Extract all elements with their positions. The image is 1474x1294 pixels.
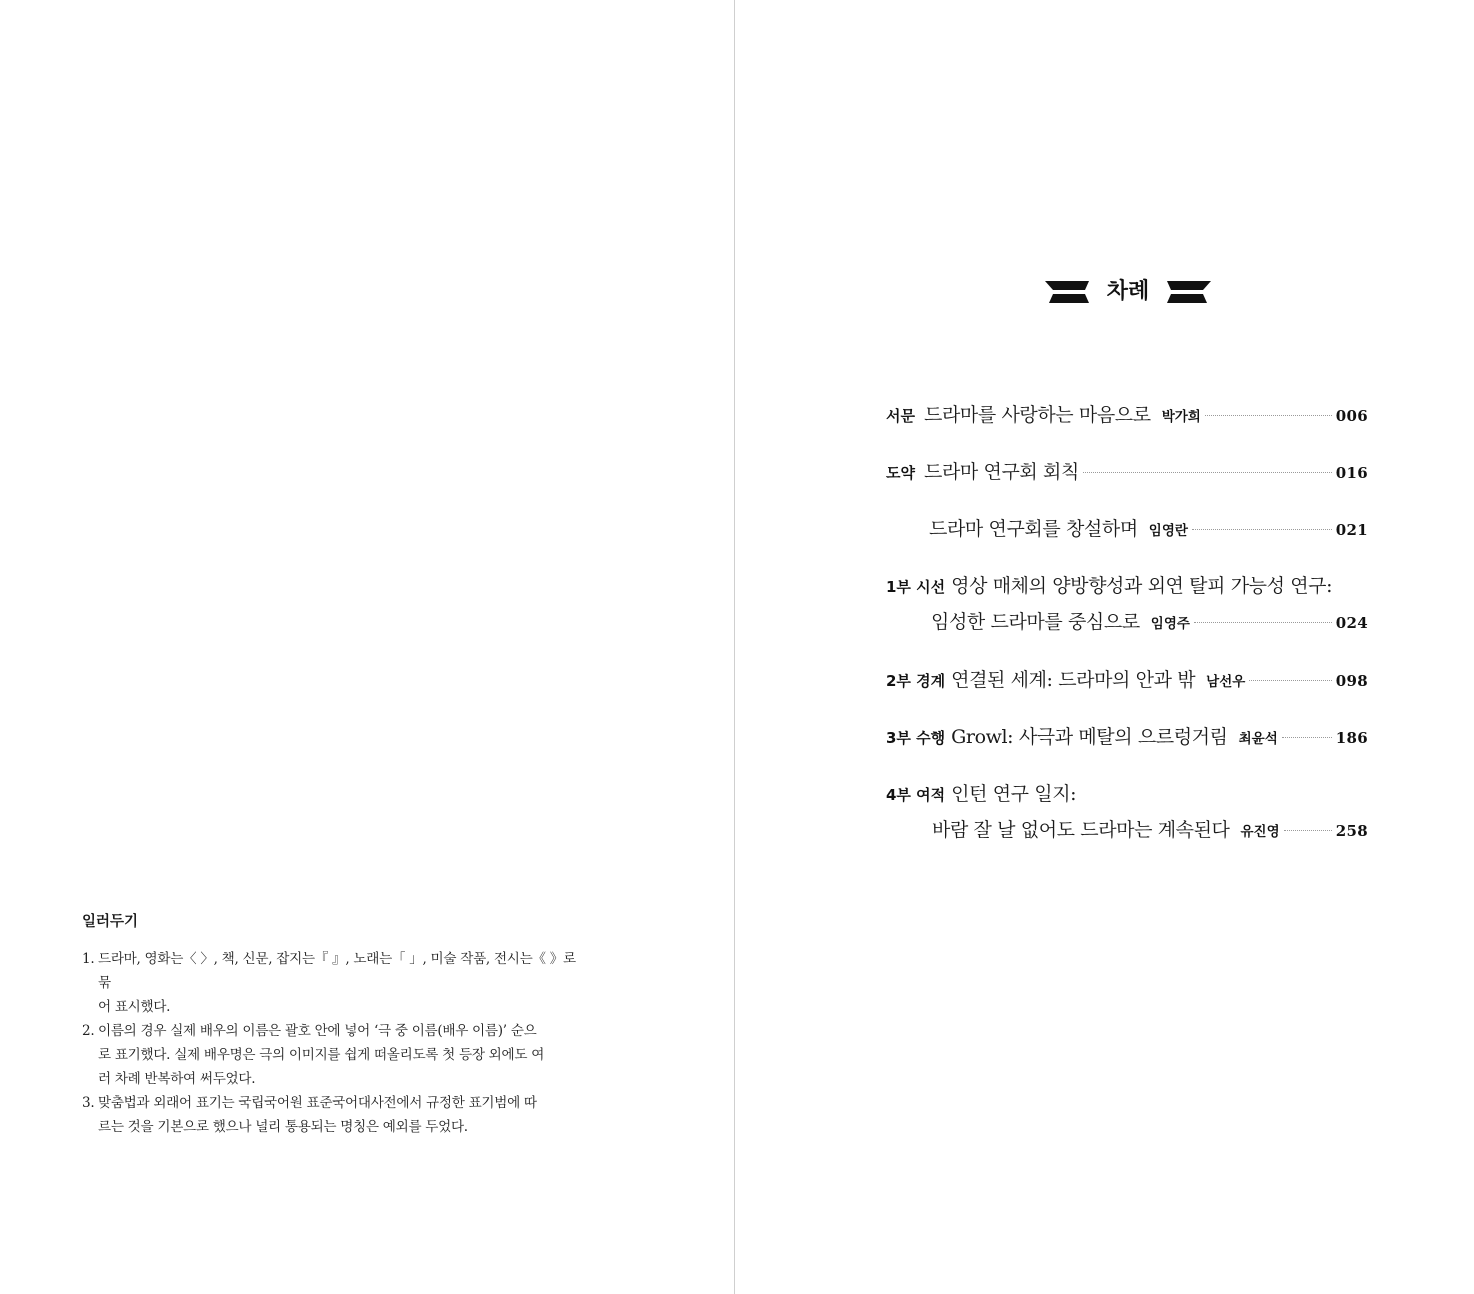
heading-ornament-right-icon (1167, 281, 1211, 303)
note-line: 러 차례 반복하여 써두었다. (98, 1071, 256, 1087)
toc-entry[interactable] (886, 722, 1368, 758)
toc-entry[interactable] (886, 571, 1368, 607)
toc-title-text: 드라마를 사랑하는 마음으로 (923, 404, 1151, 426)
toc-page-number: 016 (1335, 464, 1368, 482)
toc-entry-continued[interactable] (886, 607, 1368, 644)
note-number: 1. (82, 951, 95, 967)
dot-leader (1192, 529, 1332, 530)
toc-title-text: 영상 매체의 양방향성과 외연 탈피 가능성 연구: (951, 575, 1333, 597)
toc-title-text: 바람 잘 날 없어도 드라마는 계속된다 (932, 819, 1230, 841)
note-line: 르는 것을 기본으로 했으나 널리 통용되는 명칭은 예외를 두었다. (98, 1119, 468, 1135)
toc-page-number: 024 (1335, 614, 1368, 632)
toc-author: 임영주 (1150, 616, 1190, 632)
note-line: 맞춤법과 외래어 표기는 국립국어원 표준국어대사전에서 규정한 표기범에 따 (98, 1095, 537, 1111)
notes-title: 일러두기 (82, 914, 139, 930)
toc-author: 남선우 (1206, 674, 1246, 690)
toc-entry[interactable] (886, 514, 1368, 550)
toc-page-number: 186 (1335, 729, 1368, 747)
toc-title-text: Growl: 사극과 메탈의 으르렁거림 (951, 726, 1228, 748)
dot-leader (1282, 737, 1332, 738)
toc-page-number: 258 (1335, 822, 1368, 840)
toc-page-number: 006 (1335, 407, 1368, 425)
dot-leader (1284, 830, 1332, 831)
toc-page-number: 021 (1335, 521, 1368, 539)
toc-label: 1부 시선 (886, 578, 946, 596)
note-item (82, 1019, 587, 1091)
toc-title-text: 드라마 연구회를 창설하며 (929, 518, 1138, 540)
note-item (82, 947, 587, 1019)
toc-title-text: 임성한 드라마를 중심으로 (931, 611, 1140, 633)
toc-author: 임영란 (1148, 523, 1188, 539)
note-line: 로 표기했다. 실제 배우명은 극의 이미지를 쉽게 떠올리도록 첫 등장 외에도 여 (98, 1047, 545, 1063)
toc-author: 유진영 (1240, 824, 1280, 840)
toc-label: 서문 (886, 407, 915, 425)
toc-title-text: 인턴 연구 일지: (951, 783, 1077, 805)
note-item (82, 1091, 587, 1139)
toc-label: 4부 여적 (886, 786, 946, 804)
toc-entry[interactable] (886, 779, 1368, 815)
toc-entry[interactable] (886, 457, 1368, 493)
toc-author: 최윤석 (1238, 731, 1278, 747)
dot-leader (1249, 680, 1332, 681)
toc-entry[interactable] (886, 665, 1368, 701)
dot-leader (1205, 415, 1332, 416)
toc-label: 3부 수행 (886, 729, 946, 747)
toc-entry-continued[interactable] (886, 815, 1368, 851)
book-spine-divider (734, 0, 735, 1294)
note-number: 2. (82, 1023, 95, 1039)
dot-leader (1083, 472, 1332, 473)
notes-list (82, 947, 587, 1139)
note-line: 드라마, 영화는〈 〉, 책, 신문, 잡지는『 』, 노래는「 」, 미술 작품, 전시는《 》로 묶 (98, 951, 576, 991)
toc-page-number: 098 (1335, 672, 1368, 690)
right-page (736, 0, 1474, 1294)
editorial-notes (82, 910, 587, 1139)
note-line: 어 표시했다. (98, 999, 171, 1015)
note-line: 이름의 경우 실제 배우의 이름은 괄호 안에 넣어 ‘극 중 이름(배우 이름)’ 순으 (98, 1023, 537, 1039)
toc-title: 차례 (1106, 279, 1150, 304)
toc-title-text: 연결된 세계: 드라마의 안과 밖 (951, 669, 1196, 691)
toc-label: 도약 (886, 464, 915, 482)
toc-label: 2부 경계 (886, 672, 946, 690)
toc-entry[interactable] (886, 400, 1368, 436)
left-page (0, 0, 735, 1294)
toc-title-text: 드라마 연구회 회칙 (923, 461, 1079, 483)
toc-heading (1045, 278, 1211, 306)
dot-leader (1194, 622, 1332, 623)
note-number: 3. (82, 1095, 95, 1111)
toc-author: 박가희 (1161, 409, 1201, 425)
table-of-contents (886, 400, 1368, 851)
